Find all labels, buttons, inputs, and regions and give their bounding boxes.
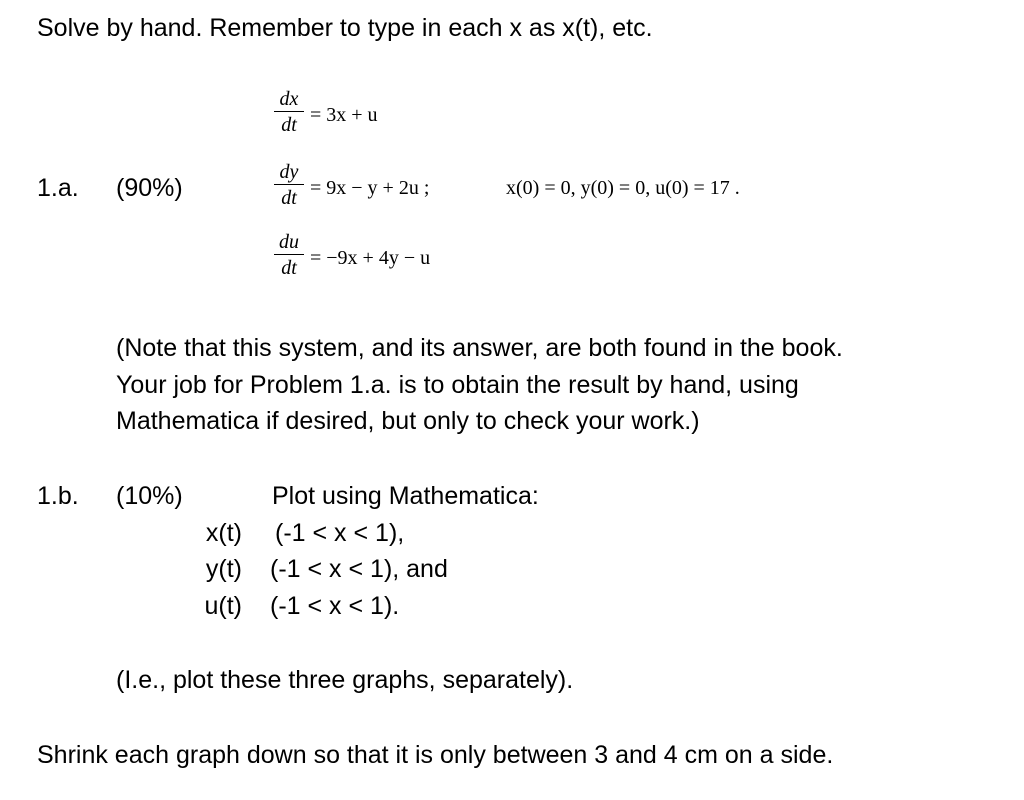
- plot-y-range: (-1 < x < 1), and: [270, 555, 448, 583]
- note-line-3: Mathematica if desired, but only to check your work.): [116, 407, 700, 435]
- equation-2-rhs: = 9x − y + 2u ;: [310, 177, 430, 199]
- problem-1a-weight: (90%): [116, 174, 183, 202]
- equation-1-numerator: dx: [279, 88, 299, 110]
- note-line-2: Your job for Problem 1.a. is to obtain the result by hand, using: [116, 371, 799, 399]
- equation-3-numerator: du: [279, 231, 299, 253]
- instructions-text: Solve by hand. Remember to type in each x as x(t), etc.: [37, 14, 653, 42]
- plot-x-func: x(t): [205, 519, 242, 547]
- ie-note: (I.e., plot these three graphs, separately).: [116, 666, 574, 694]
- problem-1b-heading: Plot using Mathematica:: [272, 482, 539, 510]
- plot-x-range: (-1 < x < 1),: [275, 519, 405, 547]
- equation-1-rhs: = 3x + u: [310, 104, 378, 126]
- plot-y-func: y(t): [205, 555, 242, 583]
- problem-1b-weight: (10%): [116, 482, 183, 510]
- footer-text: Shrink each graph down so that it is only between 3 and 4 cm on a side.: [37, 741, 834, 769]
- equation-3-fraction: [274, 231, 304, 279]
- equation-2-numerator: dy: [279, 161, 299, 183]
- equation-3-rhs: = −9x + 4y − u: [310, 247, 431, 269]
- plot-u-range: (-1 < x < 1).: [270, 592, 400, 620]
- equation-1-fraction: [274, 88, 304, 136]
- problem-1b-label: 1.b.: [37, 482, 79, 510]
- equation-1-denominator: dt: [281, 114, 297, 136]
- note-line-1: (Note that this system, and its answer, are both found in the book.: [116, 334, 843, 362]
- equation-2-denominator: dt: [281, 187, 297, 209]
- equation-3-denominator: dt: [281, 257, 297, 279]
- plot-u-func: u(t): [204, 592, 242, 620]
- equation-2-fraction: [274, 161, 304, 209]
- problem-1a-label: 1.a.: [37, 174, 79, 202]
- initial-conditions: x(0) = 0, y(0) = 0, u(0) = 17 .: [506, 177, 740, 199]
